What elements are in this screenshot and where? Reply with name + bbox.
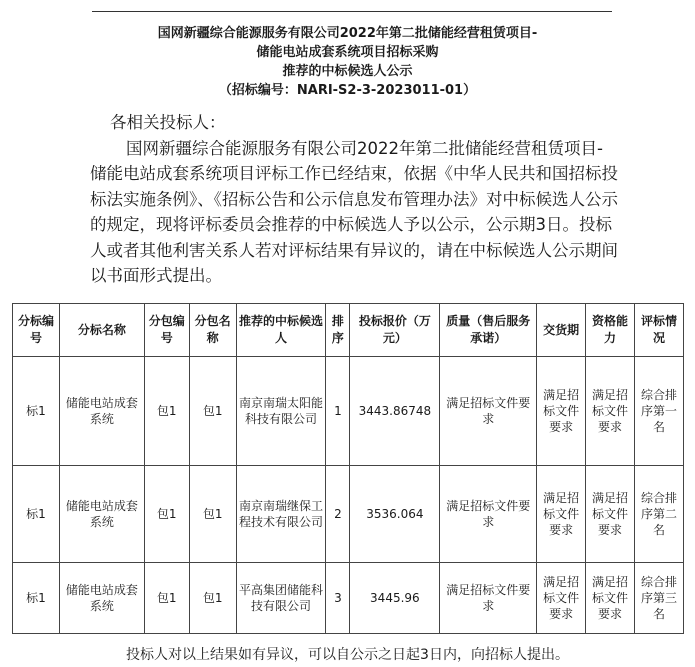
cell: 综合排序第三名 <box>635 563 684 634</box>
candidates-table <box>12 303 684 634</box>
cell: 2 <box>326 466 350 563</box>
paragraph-announcement: 储能电站成套系统项目评标工作已经结束，依据《中华人民共和国招标投标法实施条例》、《招标公告和公示信息发布管理办法》对中标候选人公示的规定，现将评标委员会推荐的中标候选人予以公示，公示期3日。投标人或者其他利害关系人若对评标结果有异议的，请在中标候选人公示期间以书面形式提出。 <box>90 164 618 285</box>
cell: 标1 <box>13 563 60 634</box>
cell: 满足招标文件要求 <box>440 466 537 563</box>
cell: 储能电站成套系统 <box>59 563 144 634</box>
col-header: 推荐的中标候选人 <box>236 304 326 357</box>
title-line-1: 国网新疆综合能源服务有限公司2022年第二批储能经营租赁项目- <box>157 26 538 41</box>
title-line-2: 储能电站成套系统项目招标采购 <box>256 45 439 60</box>
cell: 3443.86748 <box>350 357 440 466</box>
cell: 满足招标文件要求 <box>440 563 537 634</box>
cell: 包1 <box>189 466 236 563</box>
greeting: 各相关投标人： <box>110 113 226 132</box>
cell: 标1 <box>13 466 60 563</box>
cell: 包1 <box>189 563 236 634</box>
col-header: 排序 <box>326 304 350 357</box>
col-header: 交货期 <box>537 304 586 357</box>
cell: 标1 <box>13 357 60 466</box>
cell: 包1 <box>144 357 189 466</box>
cell: 综合排序第二名 <box>635 466 684 563</box>
col-header: 质量（售后服务承诺） <box>440 304 537 357</box>
cell: 包1 <box>189 357 236 466</box>
cell: 南京南瑞继保工程技术有限公司 <box>236 466 326 563</box>
notice-body <box>90 110 620 289</box>
paragraph-project: 国网新疆综合能源服务有限公司2022年第二批储能经营租赁项目- <box>126 138 603 158</box>
cell: 满足招标文件要求 <box>440 357 537 466</box>
cell: 南京南瑞太阳能科技有限公司 <box>236 357 326 466</box>
cell: 满足招标文件要求 <box>537 563 586 634</box>
cell: 综合排序第一名 <box>635 357 684 466</box>
objection-note: 投标人对以上结果如有异议，可以自公示之日起3日内，向招标人提出。 <box>126 647 569 663</box>
cell: 3536.064 <box>350 466 440 563</box>
col-header: 分标编号 <box>13 304 60 357</box>
col-header: 分包编号 <box>144 304 189 357</box>
document-title <box>0 24 695 100</box>
col-header: 评标情况 <box>635 304 684 357</box>
table-row <box>13 563 684 634</box>
cell: 3445.96 <box>350 563 440 634</box>
table-row <box>13 357 684 466</box>
cell: 储能电站成套系统 <box>59 357 144 466</box>
cell: 1 <box>326 357 350 466</box>
cell: 储能电站成套系统 <box>59 466 144 563</box>
cell: 满足招标文件要求 <box>537 357 586 466</box>
cell: 包1 <box>144 466 189 563</box>
cell: 满足招标文件要求 <box>586 466 635 563</box>
tender-number: （招标编号：NARI-S2-3-2023011-01） <box>218 83 477 98</box>
table-header-row <box>13 304 684 357</box>
col-header: 资格能力 <box>586 304 635 357</box>
cell: 满足招标文件要求 <box>586 357 635 466</box>
col-header: 投标报价（万元） <box>350 304 440 357</box>
col-header: 分包名称 <box>189 304 236 357</box>
cell: 满足招标文件要求 <box>537 466 586 563</box>
title-line-3: 推荐的中标候选人公示 <box>282 64 413 79</box>
col-header: 分标名称 <box>59 304 144 357</box>
cell: 包1 <box>144 563 189 634</box>
cell: 满足招标文件要求 <box>586 563 635 634</box>
table-row <box>13 466 684 563</box>
cell: 平高集团储能科技有限公司 <box>236 563 326 634</box>
top-rule <box>92 11 612 12</box>
cell: 3 <box>326 563 350 634</box>
